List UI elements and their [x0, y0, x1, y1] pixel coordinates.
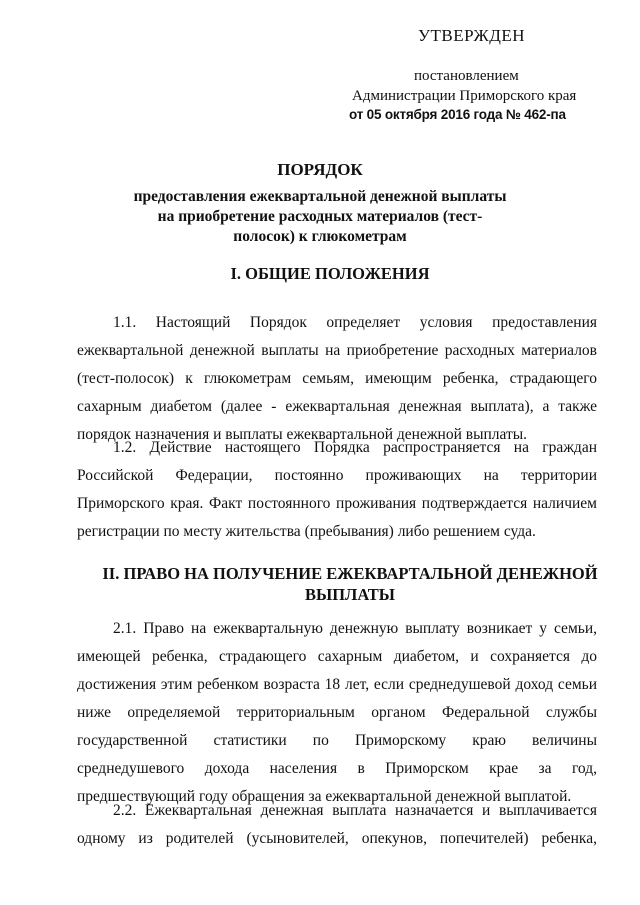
- document-subtitle: предоставления ежеквартальной денежной выплаты на приобретение расходных материалов (тест-полосок) к глюкометрам: [133, 188, 507, 245]
- approval-line-decree: постановлением: [414, 68, 519, 84]
- paragraph-1-2: 1.2. Действие настоящего Порядка распространяется на граждан Российской Федерации, постоянно проживающих на территории Приморского края. Факт постоянного проживания подтверждается наличием регистрации по месту жительства (пребывания) либо решением суда.: [77, 439, 597, 540]
- approval-line-date-number: от 05 октября 2016 года № 462-па: [349, 107, 566, 122]
- paragraph-2-2: 2.2. Ежеквартальная денежная выплата назначается и выплачивается одному из родителей (усыновителей, опекунов, попечителей) ребенка,: [77, 802, 597, 847]
- paragraph-1-1: 1.1. Настоящий Порядок определяет условия предоставления ежеквартальной денежной выплаты на приобретение расходных материалов (тест-полосок) к глюкометрам семьям, имеющим ребенка, страдающего сахарным диабетом (далее - ежеквартальная денежная выплата), а также порядок назначения и выплаты ежеквартальной денежной выплаты.: [77, 314, 597, 443]
- section-heading-general-provisions: I. ОБЩИЕ ПОЛОЖЕНИЯ: [230, 264, 430, 283]
- document-title: ПОРЯДОК: [277, 160, 363, 179]
- approval-status: УТВЕРЖДЕН: [418, 26, 525, 45]
- approval-block: [0, 0, 640, 130]
- section-heading-right-to-payment: II. ПРАВО НА ПОЛУЧЕНИЕ ЕЖЕКВАРТАЛЬНОЙ ДЕНЕЖНОЙ ВЫПЛАТЫ: [102, 564, 598, 604]
- approval-line-authority: Администрации Приморского края: [352, 88, 577, 104]
- paragraph-2-1: 2.1. Право на ежеквартальную денежную выплату возникает у семьи, имеющей ребенка, страдающего сахарным диабетом, и сохраняется до достижения этим ребенком возраста 18 лет, если среднедушевой доход семьи ниже определяемой территориальным органом Федеральной службы государственной статистики по Приморскому краю величины среднедушевого дохода населения в Приморском крае за год, предшествующий году обращения за ежеквартальной денежной выплатой.: [77, 620, 597, 805]
